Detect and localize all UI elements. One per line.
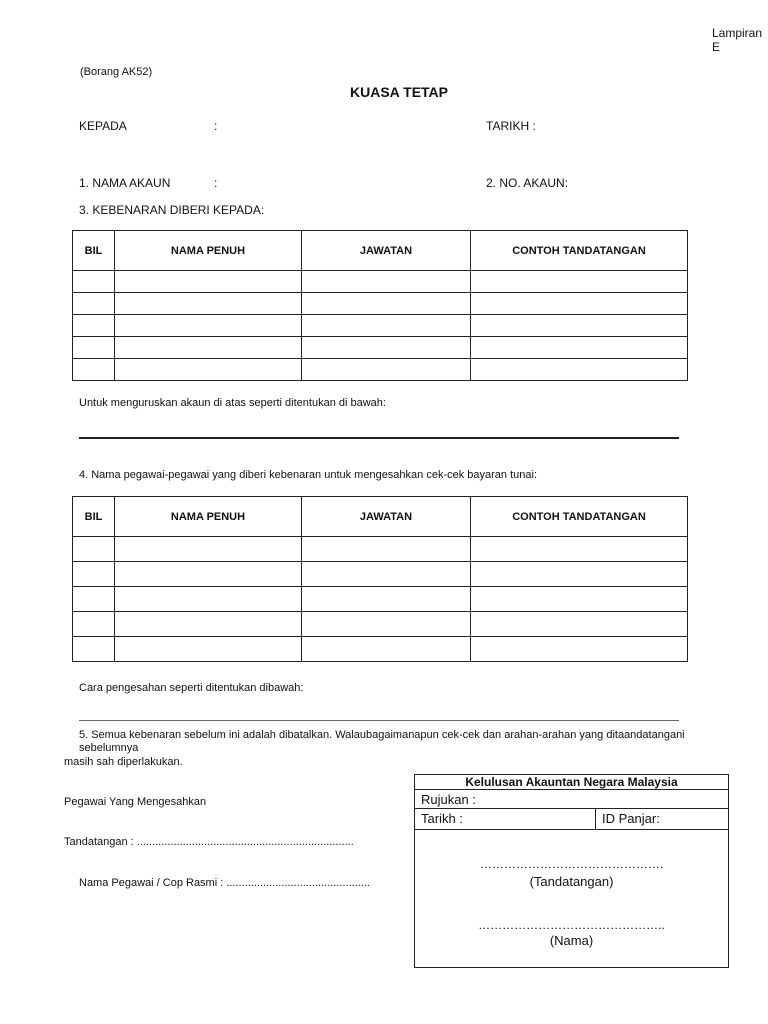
cell[interactable] xyxy=(73,587,115,612)
approval-name-caption: (Nama) xyxy=(549,933,594,948)
cell[interactable] xyxy=(471,612,688,637)
account-no-label: 2. NO. AKAUN: xyxy=(486,176,569,190)
section4-rule xyxy=(79,720,679,721)
reference-label: Rujukan : xyxy=(421,792,476,807)
cell[interactable] xyxy=(115,293,302,315)
cell[interactable] xyxy=(73,359,115,381)
table-row xyxy=(73,315,688,337)
table-row xyxy=(73,293,688,315)
reference-divider xyxy=(414,808,729,809)
approval-signature-dots[interactable]: ………………………………………. xyxy=(479,857,664,871)
table-row xyxy=(73,337,688,359)
cell[interactable] xyxy=(471,293,688,315)
section4-note: Cara pengesahan seperti ditentukan dibawah: xyxy=(79,682,304,694)
section5-line2: sebelumnya xyxy=(79,742,139,754)
form-code: (Borang AK52) xyxy=(80,66,153,78)
table-row xyxy=(73,587,688,612)
page-title xyxy=(0,84,768,100)
cell[interactable] xyxy=(471,337,688,359)
cell[interactable] xyxy=(73,293,115,315)
table-row xyxy=(73,612,688,637)
col-contoh-tandatangan: CONTOH TANDATANGAN xyxy=(471,497,688,537)
authorized-persons-table xyxy=(72,230,688,381)
approval-date-label: Tarikh : xyxy=(421,811,463,826)
to-colon: : xyxy=(214,119,218,133)
cell[interactable] xyxy=(73,562,115,587)
cell[interactable] xyxy=(302,637,471,662)
section5-line1: 5. Semua kebenaran sebelum ini adalah dibatalkan. Walaubagaimanapun cek-cek dan arahan-arahan yang ditaandatangani xyxy=(79,729,685,741)
approval-signature-caption: (Tandatangan) xyxy=(529,874,614,889)
table-row xyxy=(73,359,688,381)
cell[interactable] xyxy=(115,359,302,381)
officer-name-line[interactable]: Nama Pegawai / Cop Rasmi : ............................................... xyxy=(79,877,370,889)
cell[interactable] xyxy=(115,315,302,337)
cell[interactable] xyxy=(471,315,688,337)
cell[interactable] xyxy=(73,315,115,337)
date-label: TARIKH : xyxy=(486,119,536,133)
table-row xyxy=(73,537,688,562)
cell[interactable] xyxy=(115,562,302,587)
section3-rule xyxy=(79,437,679,439)
cell[interactable] xyxy=(471,271,688,293)
cell[interactable] xyxy=(302,271,471,293)
cell[interactable] xyxy=(302,562,471,587)
col-bil: BIL xyxy=(73,231,115,271)
signatory-heading: Pegawai Yang Mengesahkan xyxy=(64,796,207,808)
table-row xyxy=(73,562,688,587)
col-jawatan: JAWATAN xyxy=(302,497,471,537)
section4-title: 4. Nama pegawai-pegawai yang diberi kebenaran untuk mengesahkan cek-cek bayaran tunai: xyxy=(79,469,538,481)
cell[interactable] xyxy=(302,337,471,359)
date-row-divider xyxy=(414,829,729,830)
col-contoh-tandatangan: CONTOH TANDATANGAN xyxy=(471,231,688,271)
cell[interactable] xyxy=(115,537,302,562)
approval-title: Kelulusan Akauntan Negara Malaysia xyxy=(465,775,678,789)
cell[interactable] xyxy=(302,293,471,315)
cell[interactable] xyxy=(115,587,302,612)
table-row xyxy=(73,637,688,662)
cell[interactable] xyxy=(73,637,115,662)
cell[interactable] xyxy=(73,271,115,293)
cell[interactable] xyxy=(471,562,688,587)
approval-name-dots[interactable]: ……………………………………….. xyxy=(478,918,665,932)
cell[interactable] xyxy=(302,612,471,637)
cheque-verifiers-table xyxy=(72,496,688,662)
account-name-colon: : xyxy=(214,176,218,190)
cell[interactable] xyxy=(471,537,688,562)
table-header-row xyxy=(73,231,688,271)
cell[interactable] xyxy=(471,637,688,662)
approval-title-divider xyxy=(414,789,729,790)
section5-line3: masih sah diperlakukan. xyxy=(64,756,183,768)
page-title-text: KUASA TETAP xyxy=(350,84,448,100)
cell[interactable] xyxy=(115,271,302,293)
cell[interactable] xyxy=(302,587,471,612)
col-nama-penuh: NAMA PENUH xyxy=(115,497,302,537)
date-id-divider xyxy=(595,808,596,829)
cell[interactable] xyxy=(302,537,471,562)
cell[interactable] xyxy=(73,537,115,562)
col-bil: BIL xyxy=(73,497,115,537)
attachment-label: Lampiran E xyxy=(712,26,763,54)
cell[interactable] xyxy=(302,315,471,337)
col-nama-penuh: NAMA PENUH xyxy=(115,231,302,271)
cell[interactable] xyxy=(115,337,302,359)
cell[interactable] xyxy=(471,587,688,612)
signature-line[interactable]: Tandatangan : ....................................................................... xyxy=(64,836,354,848)
col-jawatan: JAWATAN xyxy=(302,231,471,271)
table-row xyxy=(73,271,688,293)
cell[interactable] xyxy=(115,637,302,662)
table-header-row xyxy=(73,497,688,537)
section3-note: Untuk menguruskan akaun di atas seperti ditentukan di bawah: xyxy=(79,397,386,409)
cell[interactable] xyxy=(73,337,115,359)
cell[interactable] xyxy=(471,359,688,381)
account-name-label: 1. NAMA AKAUN xyxy=(79,176,171,190)
cell[interactable] xyxy=(115,612,302,637)
to-label: KEPADA xyxy=(79,119,127,133)
permission-label: 3. KEBENARAN DIBERI KEPADA: xyxy=(79,203,265,217)
cell[interactable] xyxy=(302,359,471,381)
id-panjar-label: ID Panjar: xyxy=(602,811,660,826)
cell[interactable] xyxy=(73,612,115,637)
